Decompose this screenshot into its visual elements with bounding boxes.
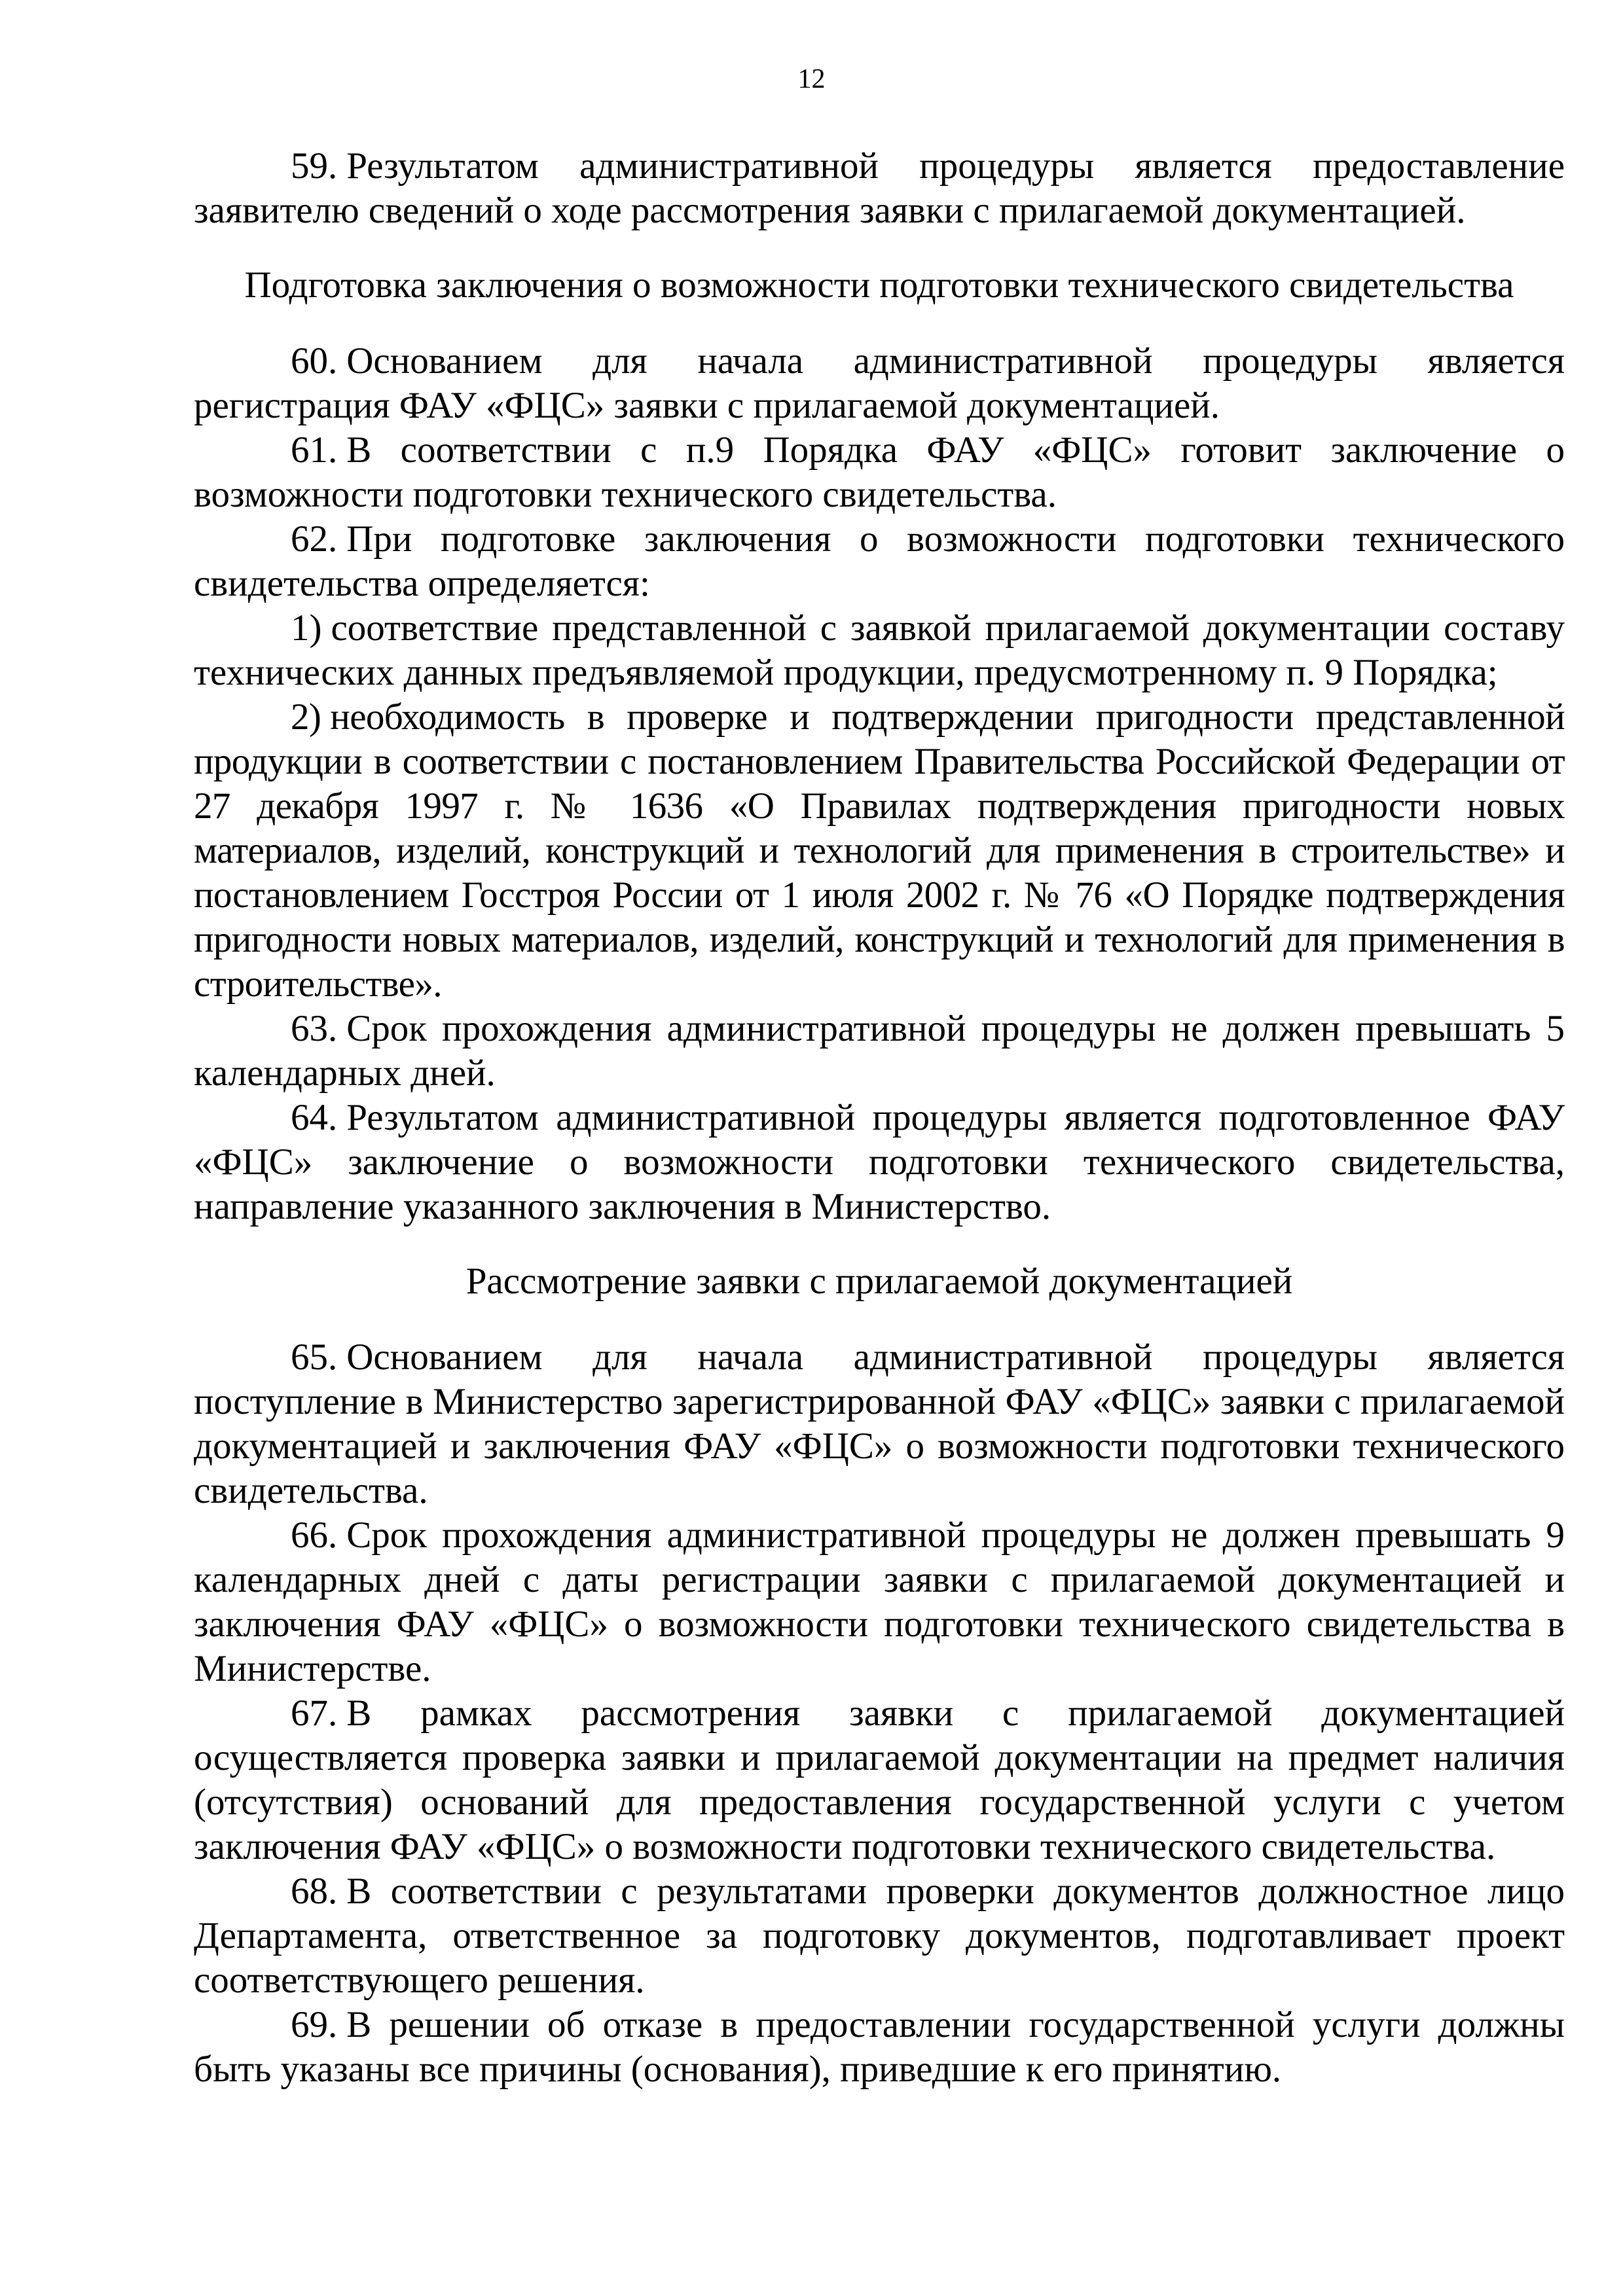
section-heading-conclusion: Подготовка заключения о возможности подготовки технического свидетельства bbox=[244, 264, 1514, 306]
paragraph-text: В соответствии с п.9 Порядка ФАУ «ФЦС» готовит заключение о возможности подготовки технического свидетельства. bbox=[194, 429, 1565, 515]
paragraph-59 bbox=[194, 144, 1565, 233]
paragraph-62 bbox=[194, 517, 1565, 606]
list-item-2 bbox=[194, 695, 1565, 1007]
paragraph-text: Результатом административной процедуры является подготовленное ФАУ «ФЦС» заключение о возможности подготовки технического свидетельства, направление указанного заключения в Министерство. bbox=[194, 1097, 1565, 1227]
paragraph-64 bbox=[194, 1096, 1565, 1229]
paragraph-68 bbox=[194, 1869, 1565, 2003]
paragraph-65 bbox=[194, 1335, 1565, 1513]
paragraph-number: 63. bbox=[291, 1008, 338, 1049]
paragraph-number: 59. bbox=[291, 145, 338, 187]
list-item-number: 1) bbox=[291, 607, 322, 649]
list-item-text: необходимость в проверке и подтверждении пригодности представленной продукции в соответствии с постановлением Правительства Российской Федерации от 27 декабря 1997 г. № 1636 «О Правилах подтверждения пригодности новых материалов, изделий, конструкций и технологий для применения в строительстве» и постановлением Госстроя России от 1 июля 2002 г. № 76 «О Порядке подтверждения пригодности новых материалов, изделий, конструкций и технологий для применения в строительстве». bbox=[194, 696, 1565, 1005]
section-heading-review: Рассмотрение заявки с прилагаемой документацией bbox=[465, 1261, 1293, 1302]
paragraph-67 bbox=[194, 1691, 1565, 1869]
paragraph-text: Срок прохождения административной процедуры не должен превышать 5 календарных дней. bbox=[194, 1008, 1565, 1094]
paragraph-number: 65. bbox=[291, 1336, 338, 1378]
paragraph-number: 60. bbox=[291, 340, 338, 382]
paragraph-66 bbox=[194, 1513, 1565, 1691]
page-number: 12 bbox=[797, 64, 826, 94]
paragraph-63 bbox=[194, 1007, 1565, 1096]
paragraph-number: 66. bbox=[291, 1515, 338, 1556]
paragraph-69 bbox=[194, 2003, 1565, 2092]
paragraph-number: 62. bbox=[291, 518, 338, 560]
paragraph-text: Результатом административной процедуры является предоставление заявителю сведений о ходе рассмотрения заявки с прилагаемой документацией. bbox=[194, 145, 1565, 231]
paragraph-number: 69. bbox=[291, 2004, 338, 2045]
list-item-text: соответствие представленной с заявкой прилагаемой документации составу технических данных предъявляемой продукции, предусмотренному п. 9 Порядка; bbox=[194, 607, 1565, 693]
paragraph-61 bbox=[194, 428, 1565, 517]
paragraph-text: В решении об отказе в предоставлении государственной услуги должны быть указаны все причины (основания), приведшие к его принятию. bbox=[194, 2004, 1565, 2090]
paragraph-text: Срок прохождения административной процедуры не должен превышать 9 календарных дней с даты регистрации заявки с прилагаемой документацией и заключения ФАУ «ФЦС» о возможности подготовки технического свидетельства в Министерстве. bbox=[194, 1515, 1565, 1689]
paragraph-number: 61. bbox=[291, 429, 338, 471]
paragraph-60 bbox=[194, 339, 1565, 428]
paragraph-text: В рамках рассмотрения заявки с прилагаемой документацией осуществляется проверка заявки и прилагаемой документации на предмет наличия (отсутствия) оснований для предоставления государственной услуги с учетом заключения ФАУ «ФЦС» о возможности подготовки технического свидетельства. bbox=[194, 1693, 1565, 1867]
paragraph-number: 67. bbox=[291, 1693, 338, 1734]
list-item-1 bbox=[194, 606, 1565, 695]
paragraph-number: 64. bbox=[291, 1097, 338, 1138]
list-item-number: 2) bbox=[291, 696, 321, 738]
document-body bbox=[194, 144, 1565, 2092]
paragraph-text: При подготовке заключения о возможности подготовки технического свидетельства определяется: bbox=[194, 518, 1565, 604]
paragraph-number: 68. bbox=[291, 1871, 338, 1912]
paragraph-text: В соответствии с результатами проверки документов должностное лицо Департамента, ответственное за подготовку документов, подготавливает проект соответствующего решения. bbox=[194, 1871, 1565, 2001]
paragraph-text: Основанием для начала административной процедуры является поступление в Министерство зарегистрированной ФАУ «ФЦС» заявки с прилагаемой документацией и заключения ФАУ «ФЦС» о возможности подготовки технического свидетельства. bbox=[194, 1336, 1565, 1511]
paragraph-text: Основанием для начала административной процедуры является регистрация ФАУ «ФЦС» заявки с прилагаемой документацией. bbox=[194, 340, 1565, 426]
